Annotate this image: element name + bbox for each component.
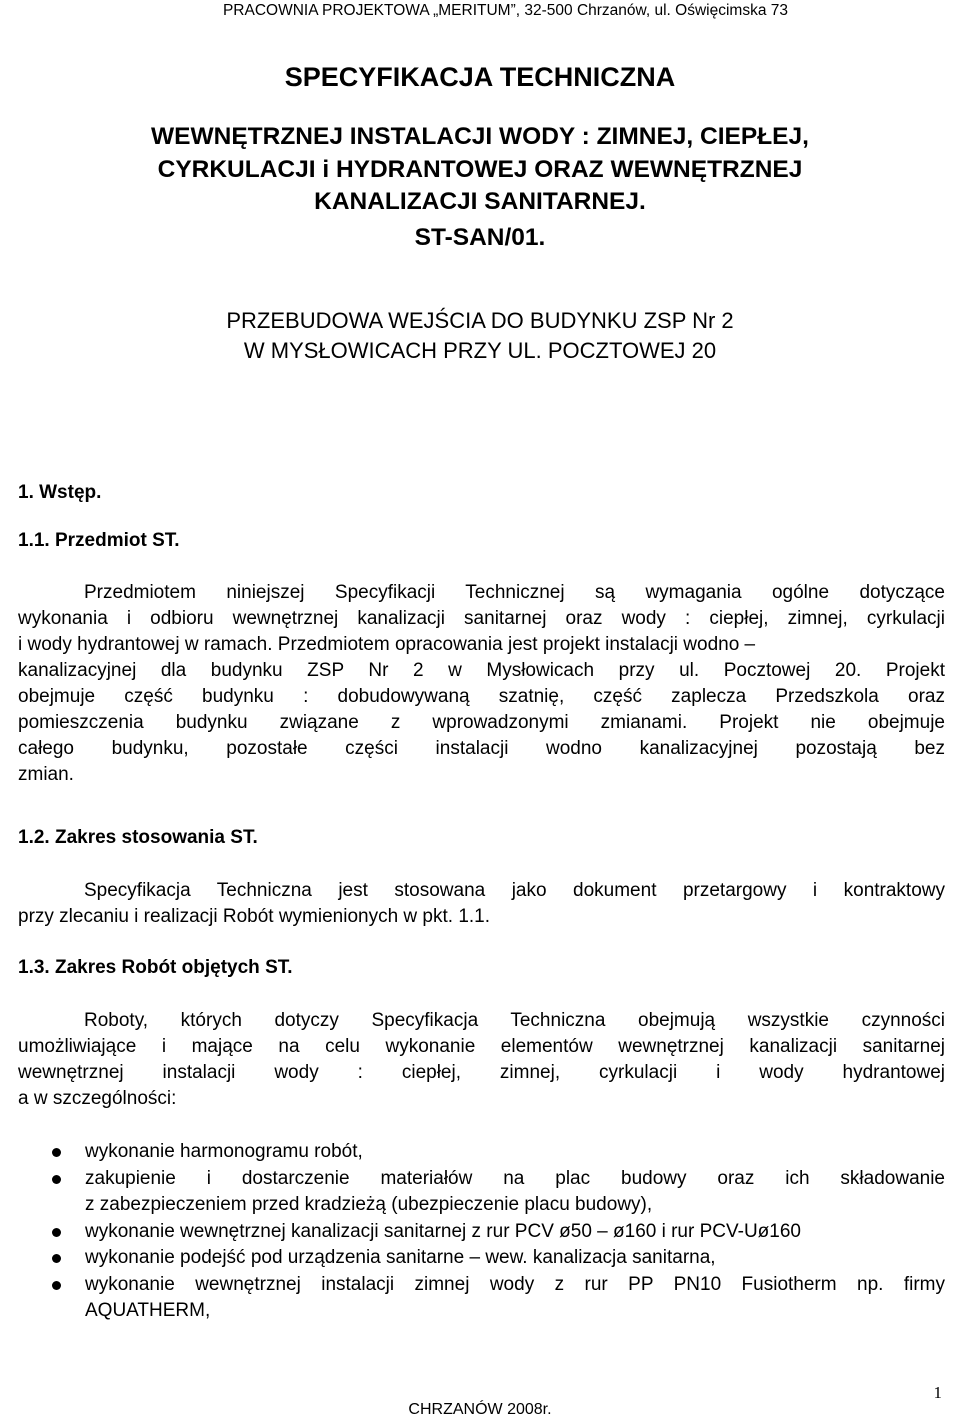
bullet-icon: [52, 1254, 61, 1263]
paragraph-scope: [18, 580, 945, 788]
text-line: wykonania i odbioru wewnętrznej kanalizacji sanitarnej oraz wody : ciepłej, zimnej, cyrkulacji: [18, 608, 945, 629]
text-line: Przedmiotem niniejszej Specyfikacji Technicznej są wymagania ogólne dotyczące: [84, 582, 945, 603]
text-line: zmian.: [18, 764, 74, 785]
text-line: przy zlecaniu i realizacji Robót wymienionych w pkt. 1.1.: [18, 906, 491, 927]
text-line: umożliwiające i mające na celu wykonanie elementów wewnętrznej kanalizacji sanitarnej: [18, 1036, 945, 1057]
text-line: całego budynku, pozostałe części instalacji wodno kanalizacyjnej pozostają bez: [18, 738, 945, 759]
list-item-text: wykonanie harmonogramu robót,: [85, 1141, 363, 1162]
page-header: [0, 2, 960, 20]
text-line: Roboty, których dotyczy Specyfikacja Techniczna obejmują wszystkie czynności: [84, 1010, 945, 1031]
subtitle-line-2: CYRKULACJI i HYDRANTOWEJ ORAZ WEWNĘTRZNEJ: [157, 156, 803, 183]
list-item-text: z zabezpieczeniem przed kradzieżą (ubezpieczenie placu budowy),: [85, 1194, 653, 1215]
heading-1-2: 1.2. Zakres stosowania ST.: [18, 827, 258, 848]
text-line: a w szczególności:: [18, 1088, 177, 1109]
paragraph-works-scope: [18, 1008, 945, 1112]
text-line: Specyfikacja Techniczna jest stosowana jako dokument przetargowy i kontraktowy: [84, 880, 945, 901]
page-number: 1: [933, 1383, 942, 1402]
heading-1-1: 1.1. Przedmiot ST.: [18, 530, 180, 551]
list-item-text: wykonanie wewnętrznej kanalizacji sanitarnej z rur PCV ø50 – ø160 i rur PCV-Uø160: [85, 1221, 801, 1242]
page-footer: CHRZANÓW 2008r.: [408, 1401, 552, 1418]
project-line-2: W MYSŁOWICACH PRZY UL. POCZTOWEJ 20: [243, 338, 717, 363]
bullet-icon: [52, 1175, 61, 1184]
header-text: PRACOWNIA PROJEKTOWA „MERITUM”, 32-500 Chrzanów, ul. Oświęcimska 73: [222, 2, 788, 19]
spec-code: ST-SAN/01.: [414, 224, 546, 251]
subtitle-line-1: WEWNĘTRZNEJ INSTALACJI WODY : ZIMNEJ, CIEPŁEJ,: [151, 123, 809, 150]
list-item-text: wykonanie wewnętrznej instalacji zimnej wody z rur PP PN10 Fusiotherm np. firmy: [85, 1274, 945, 1295]
text-line: pomieszczenia budynku związane z wprowadzonymi zmianami. Projekt nie obejmuje: [18, 712, 945, 733]
text-line: kanalizacyjnej dla budynku ZSP Nr 2 w Mysłowicach przy ul. Pocztowej 20. Projekt: [18, 660, 945, 681]
heading-1: 1. Wstęp.: [18, 482, 102, 503]
subtitle-line-3: KANALIZACJI SANITARNEJ.: [314, 188, 646, 215]
paragraph-application: [18, 878, 945, 930]
bullet-icon: [52, 1148, 61, 1157]
bullet-icon: [52, 1228, 61, 1237]
project-line-1: PRZEBUDOWA WEJŚCIA DO BUDYNKU ZSP Nr 2: [226, 308, 734, 333]
list-item-text: AQUATHERM,: [85, 1300, 211, 1321]
document-title: SPECYFIKACJA TECHNICZNA: [284, 62, 676, 92]
text-line: wewnętrznej instalacji wody : ciepłej, zimnej, cyrkulacji i wody hydrantowej: [18, 1062, 945, 1083]
text-line: obejmuje część budynku : dobudowywaną szatnię, część zaplecza Przedszkola oraz: [18, 686, 945, 707]
heading-1-3: 1.3. Zakres Robót objętych ST.: [18, 957, 293, 978]
text-line: i wody hydrantowej w ramach. Przedmiotem opracowania jest projekt instalacji wodno –: [18, 634, 756, 655]
list-item-text: zakupienie i dostarczenie materiałów na plac budowy oraz ich składowanie: [85, 1168, 945, 1189]
bullet-icon: [52, 1281, 61, 1290]
list-item-text: wykonanie podejść pod urządzenia sanitarne – wew. kanalizacja sanitarna,: [85, 1247, 716, 1268]
